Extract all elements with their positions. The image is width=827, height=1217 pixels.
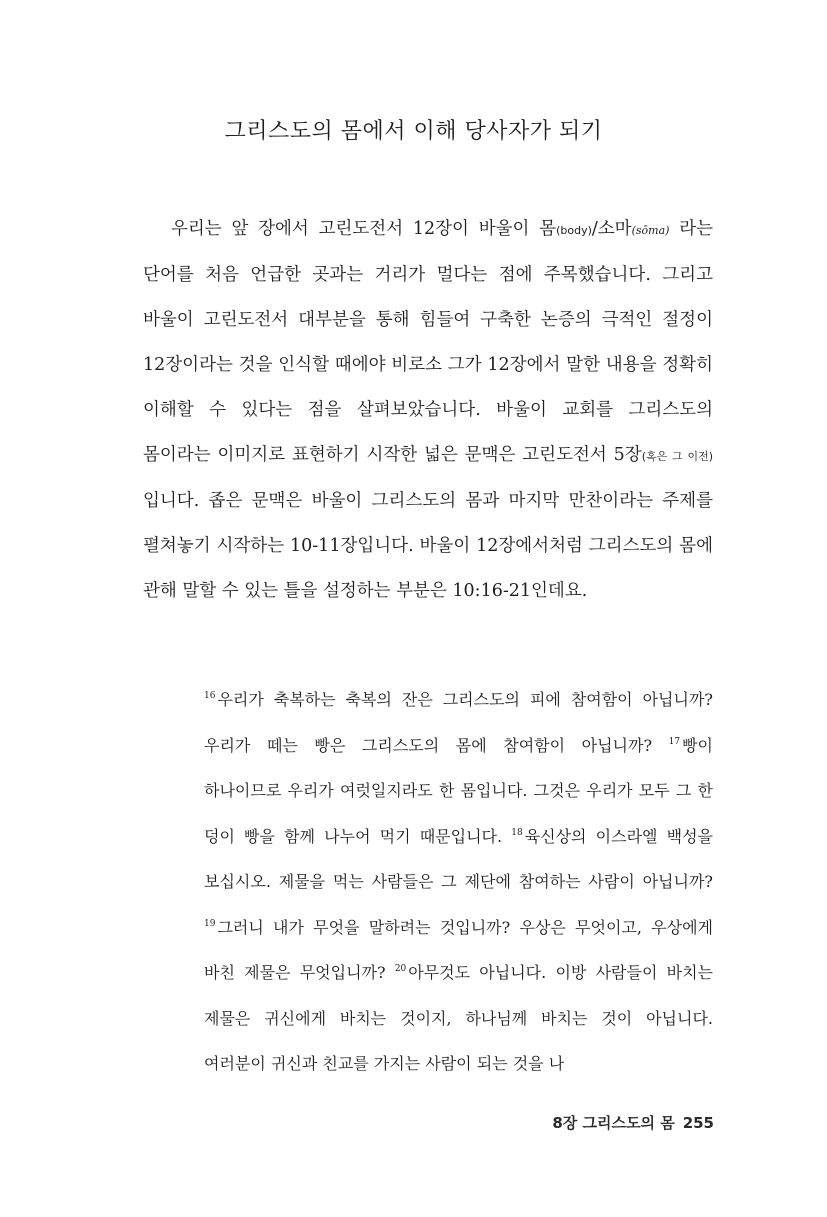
verse-text: 그러니 내가 무엇을 말하려는 것입니까? 우상은 무엇이고, 우상에게 바친 제물은 무엇입니까? [204,917,713,982]
page-title: 그리스도의 몸에서 이해 당사자가 되기 [224,119,603,144]
verse-text: 아무것도 아닙니다. 이방 사람들이 바치는 제물은 귀신에게 바치는 것이지, 하나님께 바치는 것이 아닙니다. 여러분이 귀신과 친교를 가지는 사람이 되는 것을 나 [204,963,713,1073]
verse-text: 우리가 축복하는 축복의 잔은 그리스도의 피에 참여함이 아닙니까? 우리가 떼는 빵은 그리스도의 몸에 참여함이 아닙니까? [204,690,713,755]
paragraph-part-2: 라는 단어를 처음 언급한 곳과는 거리가 멀다는 점에 주목했습니다. 그리고 바울이 고린도전서 대부분을 통해 힘들여 구축한 논증의 극적인 절정이 12장이라는 것을 인식할 때에야 비로소 그가 12장에서 말한 내용을 정확히 이해할 수 있다는 점을 살펴보았습니다. 바울이 교회를 그리스도의 몸이라는 이미지로 표현하기 시작한 넓은 문맥은 고린도전서 5장 [143,219,713,465]
verse-number: 17 [668,736,681,747]
paragraph-part-3: 입니다. 좁은 문맥은 바울이 그리스도의 몸과 마지막 만찬이라는 주제를 펼쳐놓기 시작하는 10-11장입니다. 바울이 12장에서처럼 그리스도의 몸에 관해 말할 수 있는 틀을 설정하는 부분은 10:16-21인데요. [143,491,713,601]
page-footer [552,1112,714,1133]
chapter-note: (혹은 그 이전) [641,450,713,463]
paragraph-part-1: 우리는 앞 장에서 고린도전서 12장이 바울이 몸 [171,219,557,239]
verse-number: 20 [394,964,407,974]
verse-text: 빵이 하나이므로 우리가 여럿일지라도 한 몸입니다. 그것은 우리가 모두 그 한 덩이 빵을 함께 나누어 먹기 때문입니다. [204,735,713,846]
verse-number: 18 [511,827,523,838]
body-english-gloss: (body) [556,224,592,237]
soma-transliteration: (sōma) [631,224,670,237]
verse-number: 19 [204,918,216,929]
running-chapter-title: 8장 그리스도의 몸 [552,1114,675,1132]
verse-number: 16 [204,691,216,701]
verse-text: 육신상의 이스라엘 백성을 보십시오. 제물을 먹는 사람들은 그 제단에 참여하는 사람이 아닙니까? [204,826,713,891]
body-paragraph [143,207,713,614]
soma-label: /소마 [591,219,632,239]
page-number: 255 [682,1114,714,1132]
scripture-quote [204,677,713,1087]
